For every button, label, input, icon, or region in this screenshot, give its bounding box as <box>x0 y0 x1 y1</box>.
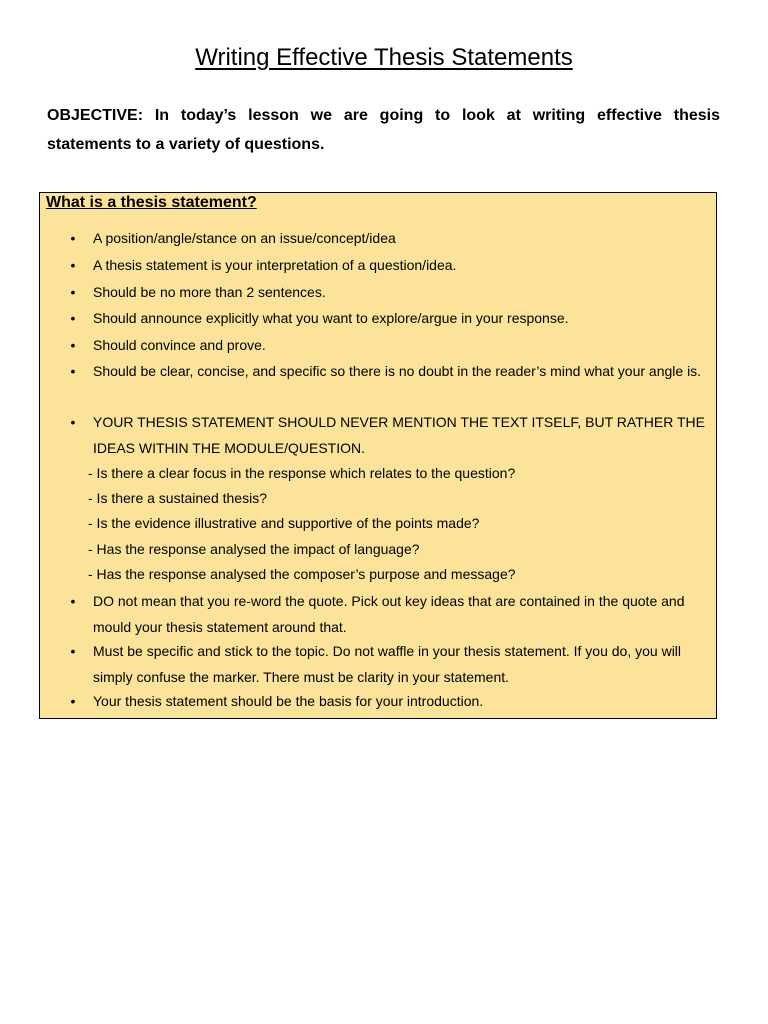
bullet-icon: • <box>70 257 76 273</box>
sub-list-item-text: - Has the response analysed the composer’s purpose and message? <box>88 566 516 582</box>
thesis-info-box <box>39 192 717 719</box>
list-item-text: Your thesis statement should be the basis for your introduction. <box>93 693 484 709</box>
document-title: Writing Effective Thesis Statements <box>195 44 573 71</box>
bullet-icon: • <box>70 693 76 709</box>
bullet-icon: • <box>70 284 76 300</box>
sub-list-item-text: - Is the evidence illustrative and supportive of the points made? <box>88 515 480 531</box>
bullet-icon: • <box>70 643 76 659</box>
objective-paragraph <box>47 101 720 159</box>
list-item-text: Should announce explicitly what you want to explore/argue in your response. <box>93 310 569 326</box>
sub-list-item-text: - Has the response analysed the impact of language? <box>88 541 420 557</box>
list-item-text: Must be specific and stick to the topic. Do not waffle in your thesis statement. If you do, you will simply confuse the marker. There must be clarity in your statement. <box>93 643 682 685</box>
bullet-icon: • <box>70 414 76 430</box>
box-heading: What is a thesis statement? <box>46 194 257 211</box>
bullet-icon: • <box>70 230 76 246</box>
sub-list-item-text: - Is there a sustained thesis? <box>88 490 267 506</box>
sub-list-item-text: - Is there a clear focus in the response which relates to the question? <box>88 465 516 481</box>
list-item-text: Should convince and prove. <box>93 337 266 353</box>
bullet-icon: • <box>70 363 76 379</box>
list-item-text: YOUR THESIS STATEMENT SHOULD NEVER MENTION THE TEXT ITSELF, BUT RATHER THE IDEAS WITHIN THE MODULE/QUESTION. <box>93 414 705 456</box>
objective-text: In today’s lesson we are going to look at writing effective thesis statements to a variety of questions. <box>47 107 720 153</box>
list-item-text: DO not mean that you re-word the quote. Pick out key ideas that are contained in the quote and mould your thesis statement around that. <box>93 593 685 635</box>
list-item-text: Should be clear, concise, and specific so there is no doubt in the reader’s mind what your angle is. <box>93 363 702 379</box>
bullet-icon: • <box>70 337 76 353</box>
objective-label: OBJECTIVE: <box>47 107 144 124</box>
bullet-icon: • <box>70 310 76 326</box>
list-item-text: A position/angle/stance on an issue/concept/idea <box>93 230 396 246</box>
list-item-text: A thesis statement is your interpretation of a question/idea. <box>93 257 457 273</box>
bullet-icon: • <box>70 593 76 609</box>
list-item-text: Should be no more than 2 sentences. <box>93 284 326 300</box>
